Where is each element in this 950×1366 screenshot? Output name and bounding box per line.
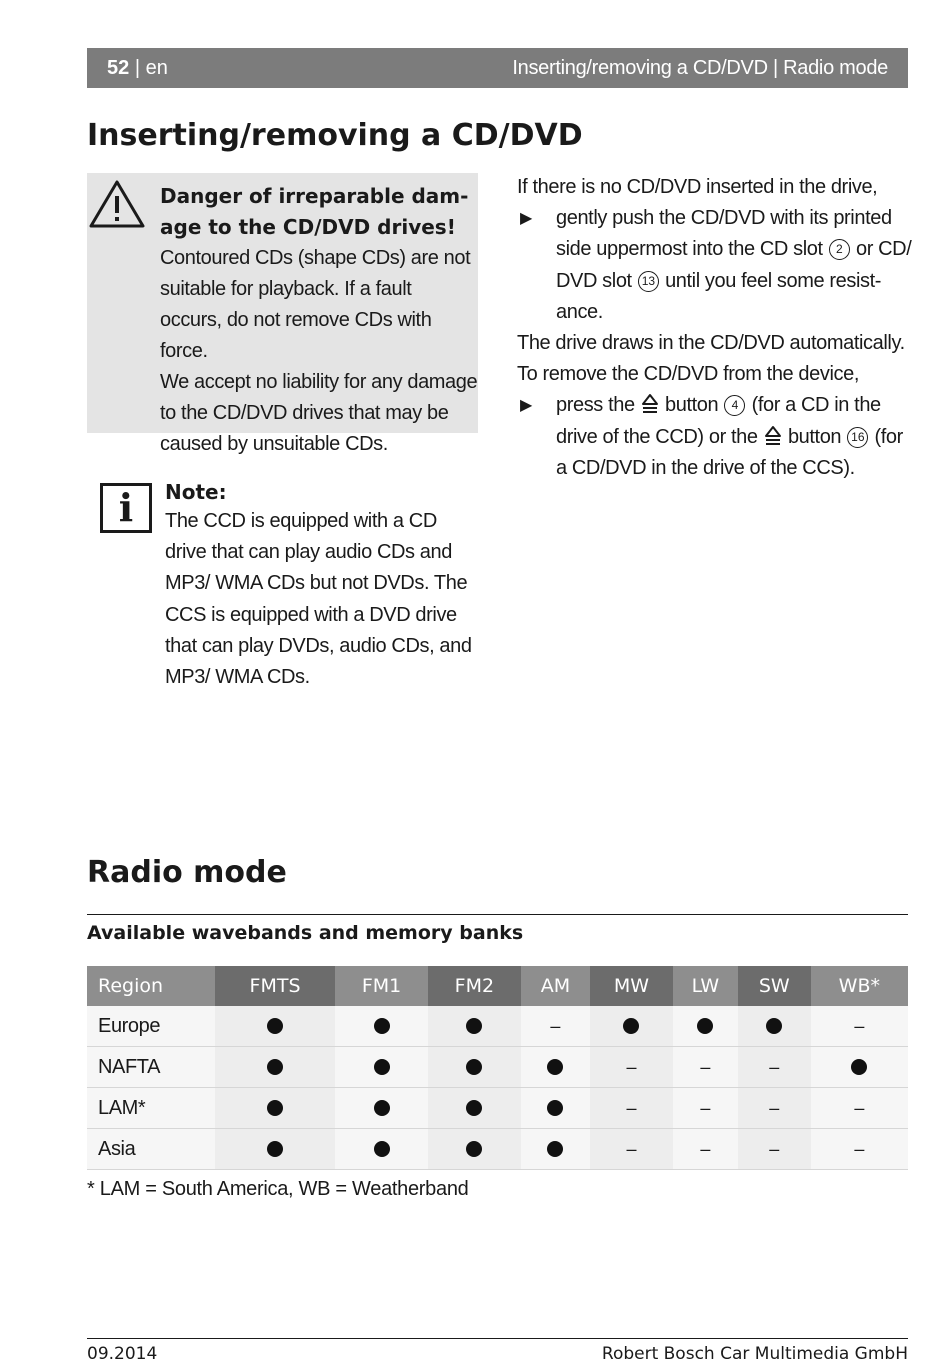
step2-text-c: (for a CD in the drive of the CCD) or the (556, 394, 881, 448)
available-cell (215, 1006, 335, 1047)
available-dot-icon (267, 1141, 283, 1157)
unavailable-cell (738, 1129, 811, 1170)
instruction-step-1 (517, 203, 912, 328)
bullet-arrow-icon: ▶ (520, 397, 532, 415)
instructions-intro: If there is no CD/DVD inserted in the drive, (517, 176, 878, 198)
unavailable-cell (590, 1129, 673, 1170)
step1-text-a: gently push the CD/DVD with its printed side uppermost into the CD slot (556, 207, 892, 261)
unavailable-cell (811, 1129, 908, 1170)
unavailable-dash: – (550, 1015, 561, 1036)
available-cell (428, 1088, 521, 1129)
table-header-cell: FM2 (428, 966, 521, 1006)
region-cell: LAM* (87, 1088, 215, 1129)
available-dot-icon (466, 1059, 482, 1075)
region-cell: NAFTA (87, 1047, 215, 1088)
cd-slot-reference: 2 (829, 239, 850, 260)
available-cell (215, 1129, 335, 1170)
dvd-slot-reference: 13 (638, 271, 659, 292)
available-cell (428, 1006, 521, 1047)
available-dot-icon (374, 1059, 390, 1075)
section-divider (87, 914, 908, 915)
page-header (87, 48, 908, 88)
table-header-cell: SW (738, 966, 811, 1006)
step1-text-b: or CD/ DVD slot (556, 238, 912, 292)
unavailable-cell (590, 1088, 673, 1129)
available-cell (335, 1006, 428, 1047)
remove-intro: To remove the CD/DVD from the device, (517, 363, 859, 386)
unavailable-dash: – (854, 1138, 865, 1159)
unavailable-cell (811, 1088, 908, 1129)
available-dot-icon (697, 1018, 713, 1034)
available-dot-icon (374, 1141, 390, 1157)
table-header-cell: FMTS (215, 966, 335, 1006)
available-dot-icon (267, 1059, 283, 1075)
section-title-radio-mode: Radio mode (87, 855, 287, 890)
footer-date: 09.2014 (87, 1344, 158, 1364)
available-dot-icon (374, 1018, 390, 1034)
section-title-inserting: Inserting/removing a CD/DVD (87, 118, 583, 153)
bullet-arrow-icon: ▶ (520, 210, 532, 228)
available-cell (521, 1129, 590, 1170)
auto-draw-text: The drive draws in the CD/DVD automatically. (517, 332, 905, 355)
info-icon: i (100, 483, 152, 533)
available-dot-icon (851, 1059, 867, 1075)
available-dot-icon (547, 1100, 563, 1116)
available-cell (428, 1129, 521, 1170)
instructions (517, 172, 912, 484)
available-cell (335, 1047, 428, 1088)
available-dot-icon (766, 1018, 782, 1034)
table-header-cell: Region (87, 966, 215, 1006)
unavailable-cell (738, 1088, 811, 1129)
unavailable-dash: – (854, 1015, 865, 1036)
available-cell (738, 1006, 811, 1047)
available-cell (335, 1129, 428, 1170)
unavailable-cell (738, 1047, 811, 1088)
region-cell: Europe (87, 1006, 215, 1047)
language-code: en (145, 57, 168, 79)
unavailable-cell (590, 1047, 673, 1088)
unavailable-dash: – (700, 1138, 711, 1159)
available-dot-icon (466, 1141, 482, 1157)
unavailable-dash: – (769, 1056, 780, 1077)
warning-paragraph-2: We accept no liability for any damage to the CD/DVD drives that may be caused by unsuitable CDs. (160, 371, 478, 455)
unavailable-cell (811, 1006, 908, 1047)
table-header-cell: LW (673, 966, 738, 1006)
table-header-cell: FM1 (335, 966, 428, 1006)
eject-icon (641, 393, 659, 413)
available-cell (521, 1088, 590, 1129)
header-section-title: Inserting/removing a CD/DVD | Radio mode (512, 57, 888, 79)
available-cell (590, 1006, 673, 1047)
available-dot-icon (547, 1141, 563, 1157)
table-row (87, 1088, 908, 1129)
unavailable-dash: – (700, 1056, 711, 1077)
available-cell (428, 1047, 521, 1088)
ccs-eject-reference: 16 (847, 427, 868, 448)
step1-text-c: until you feel some resist-ance. (556, 269, 882, 323)
table-row (87, 1006, 908, 1047)
available-cell (335, 1088, 428, 1129)
table-footnote: * LAM = South America, WB = Weatherband (87, 1178, 469, 1200)
table-header-row (87, 966, 908, 1006)
warning-title: Danger of irreparable dam-age to the CD/DVD drives! (160, 184, 469, 239)
page-number: 52 (107, 57, 130, 79)
warning-text (160, 243, 478, 460)
available-cell (215, 1088, 335, 1129)
unavailable-cell (521, 1006, 590, 1047)
step2-text-b: button (665, 394, 719, 417)
note-title: Note: (165, 480, 227, 504)
warning-paragraph-1: Contoured CDs (shape CDs) are not suitable for playback. If a fault occurs, do not remove CDs with force. (160, 247, 471, 362)
unavailable-cell (673, 1088, 738, 1129)
available-cell (521, 1047, 590, 1088)
available-dot-icon (623, 1018, 639, 1034)
table-header-cell: WB* (811, 966, 908, 1006)
unavailable-dash: – (769, 1138, 780, 1159)
available-dot-icon (466, 1100, 482, 1116)
footer-company: Robert Bosch Car Multimedia GmbH (601, 1344, 908, 1364)
available-dot-icon (267, 1100, 283, 1116)
step2-text-a: press the (556, 394, 635, 417)
note-text: The CCD is equipped with a CD drive that can play audio CDs and MP3/ WMA CDs but not DVDs. The CCS is equipped with a DVD drive that can play DVDs, audio CDs, and MP3/ WMA CDs. (165, 510, 472, 689)
unavailable-dash: – (769, 1097, 780, 1118)
unavailable-dash: – (626, 1056, 637, 1077)
warning-box (87, 173, 478, 455)
table-row (87, 1047, 908, 1088)
region-cell: Asia (87, 1129, 215, 1170)
warning-triangle-icon (89, 179, 145, 229)
eject-icon (764, 425, 782, 445)
unavailable-dash: – (700, 1097, 711, 1118)
table-header-cell: MW (590, 966, 673, 1006)
header-left (107, 48, 168, 88)
unavailable-dash: – (854, 1097, 865, 1118)
instruction-step-2 (517, 390, 912, 484)
available-dot-icon (547, 1059, 563, 1075)
step2-text-e: (for a CD/DVD in the drive of the CCS). (556, 425, 903, 479)
ccd-eject-reference: 4 (724, 395, 745, 416)
step2-text-d: button (787, 425, 842, 448)
available-cell (811, 1047, 908, 1088)
available-dot-icon (466, 1018, 482, 1034)
unavailable-dash: – (626, 1097, 637, 1118)
unavailable-cell (673, 1047, 738, 1088)
note-box (100, 478, 480, 698)
header-separator: | (134, 57, 141, 79)
unavailable-dash: – (626, 1138, 637, 1159)
footer-divider (87, 1338, 908, 1339)
unavailable-cell (673, 1129, 738, 1170)
table-header-cell: AM (521, 966, 590, 1006)
table-row (87, 1129, 908, 1170)
available-dot-icon (267, 1018, 283, 1034)
wavebands-subtitle: Available wavebands and memory banks (87, 922, 524, 944)
available-dot-icon (374, 1100, 390, 1116)
available-cell (215, 1047, 335, 1088)
available-cell (673, 1006, 738, 1047)
wavebands-table (87, 966, 908, 1170)
